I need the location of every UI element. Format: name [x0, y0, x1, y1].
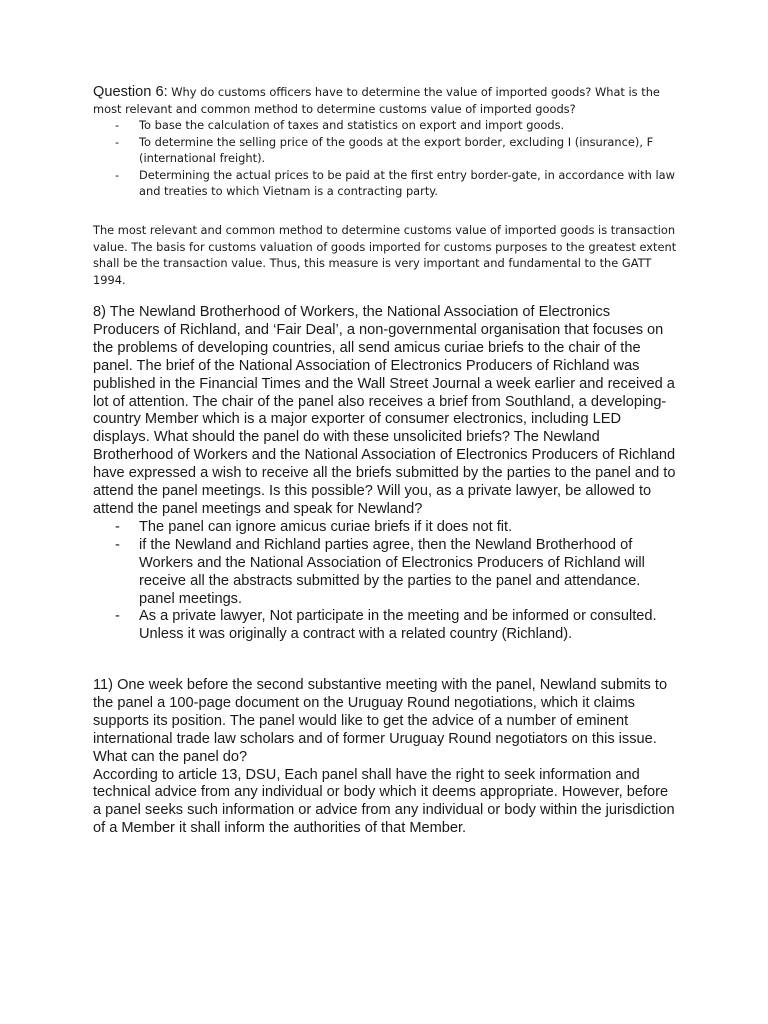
list-item: - As a private lawyer, Not participate in the meeting and be informed or consulted. Unless it was originally a contract with a related country (Richland). [115, 608, 657, 643]
question-11-text: 11) One week before the second substantive meeting with the panel, Newland submits to the panel a 100-page document on the Uruguay Round negotiations, which it claims supports its position. The panel would like to get the advice of a number of eminent international trade law scholars and of former Uruguay Round negotiators on this issue. What can the panel do? [93, 677, 668, 765]
question-6-section [93, 84, 678, 200]
question-6-prompt [93, 84, 678, 117]
list-item: - To base the calculation of taxes and statistics on export and import goods. [115, 118, 565, 132]
list-item: - Determining the actual prices to be paid at the first entry border-gate, in accordance with law and treaties to which Vietnam is a contracting party. [115, 167, 675, 198]
list-item: - if the Newland and Richland parties agree, then the Newland Brotherhood of Workers and the National Association of Electronics Producers of Richland will receive all the abstracts submitted by the parties to the panel and attendance. panel meetings. [115, 536, 645, 607]
question-6-answer: The most relevant and common method to determine customs value of imported goods is transaction value. The basis for customs valuation of goods imported for customs purposes to the greatest extent shall be the transaction value. Thus, this measure is very important and fundamental to the GATT 1994. [93, 223, 677, 287]
question-6-lead: Question 6: [93, 84, 168, 100]
list-item: - The panel can ignore amicus curiae briefs if it does not fit. [115, 518, 513, 535]
question-6-text: Why do customs officers have to determine the value of imported goods? What is the most relevant and common method to determine customs value of imported goods? [93, 85, 660, 116]
question-6-bullet-list [93, 117, 678, 200]
question-11-answer: According to article 13, DSU, Each panel shall have the right to seek information and technical advice from any individual or body which it deems appropriate. However, before a panel seeks such information or advice from any individual or body within the jurisdiction of a Member it shall inform the authorities of that Member. [93, 766, 675, 837]
question-8-section [93, 304, 678, 644]
list-item: - To determine the selling price of the goods at the export border, excluding I (insurance), F (international freight). [115, 134, 654, 165]
question-11-section [93, 677, 678, 838]
question-8-text: 8) The Newland Brotherhood of Workers, the National Association of Electronics Producers of Richland, and ‘Fair Deal’, a non-governmental organisation that focuses on the problems of developing countries, all send amicus curiae briefs to the chair of the panel. The brief of the National Association of Electronics Producers of Richland was published in the Financial Times and the Wall Street Journal a week earlier and received a lot of attention. The chair of the panel also receives a brief from Southland, a developing-country Member which is a major exporter of consumer electronics, including LED displays. What should the panel do with these unsolicited briefs? The Newland Brotherhood of Workers and the National Association of Electronics Producers of Richland have expressed a wish to receive all the briefs submitted by the parties to the panel and to attend the panel meetings. Is this possible? Will you, as a private lawyer, be allowed to attend the panel meetings and speak for Newland? [93, 304, 676, 517]
question-8-bullet-list [93, 519, 678, 644]
